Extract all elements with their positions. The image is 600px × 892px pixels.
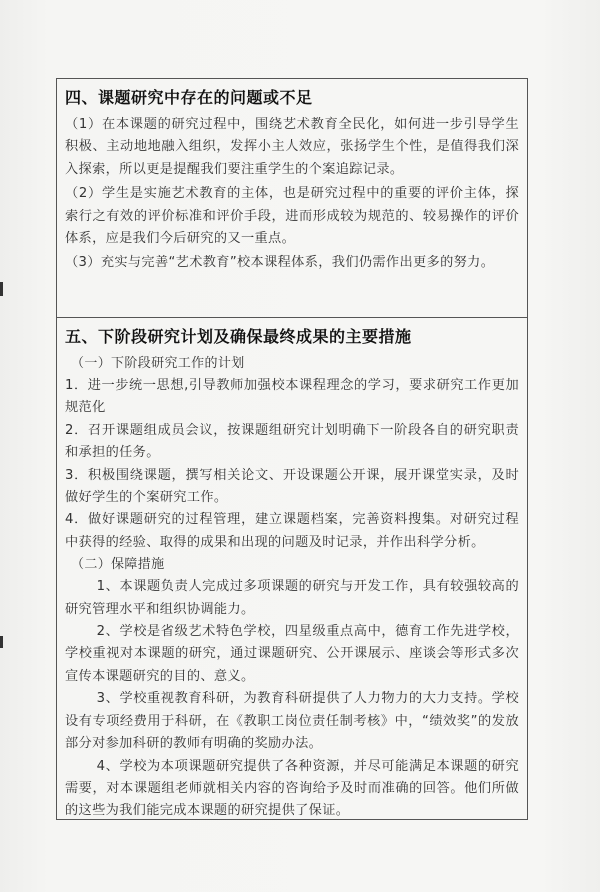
guarantee-item: 2、学校是省级艺术特色学校，四星级重点高中，德育工作先进学校，学校重视对本课题的研究，通过课题研究、公开课展示、座谈会等形式多次宣传本课题研究的目的、意义。 bbox=[65, 624, 519, 684]
section-problems bbox=[57, 79, 527, 275]
paragraph: （3）充实与完善“艺术教育”校本课程体系，我们仍需作出更多的努力。 bbox=[65, 255, 495, 271]
subsection-title: （二）保障措施 bbox=[71, 557, 165, 573]
plan-item: 4．做好课题研究的过程管理，建立课题档案，完善资料搜集。对研究过程中获得的经验、取得的成果和出现的问题及时记录，并作出科学分析。 bbox=[65, 512, 519, 550]
plan-item: 3．积极围绕课题，撰写相关论文、开设课题公开课，展开课堂实录，及时做好学生的个案研究工作。 bbox=[65, 467, 519, 506]
paragraph: （2）学生是实施艺术教育的主体，也是研究过程中的重要的评价主体，探索行之有效的评价标准和评价手段，进而形成较为规范的、较易操作的评价体系，应是我们今后研究的又一重点。 bbox=[65, 186, 519, 247]
report-table bbox=[56, 78, 528, 820]
plan-item: 1．进一步统一思想,引导教师加强校本课程理念的学习，要求研究工作更加规范化 bbox=[65, 378, 519, 416]
subsection-title: （一）下阶段研究工作的计划 bbox=[71, 356, 245, 371]
guarantee-item: 4、学校为本项课题研究提供了各种资源，并尽可能满足本课题的研究需要，对本课题组老师就相关内容的咨询给予及时而准确的回答。他们所做的这些为我们能完成本课题的研究提供了保证。 bbox=[65, 758, 519, 819]
scan-edge-mark bbox=[0, 636, 3, 648]
section-title: 四、课题研究中存在的问题或不足 bbox=[65, 88, 313, 107]
section-next-plan bbox=[57, 318, 527, 823]
guarantee-item: 1、本课题负责人完成过多项课题的研究与开发工作，具有较强较高的研究管理水平和组织协调能力。 bbox=[65, 579, 519, 617]
scan-edge-mark bbox=[0, 282, 3, 296]
plan-item: 2．召开课题组成员会议，按课题组研究计划明确下一阶段各自的研究职责和承担的任务。 bbox=[65, 422, 519, 461]
paragraph: （1）在本课题的研究过程中，围绕艺术教育全民化，如何进一步引导学生积极、主动地地融入组织，发挥小主人效应，张扬学生个性，是值得我们深入探索，所以更是提醒我们要注重学生的个案追踪记录。 bbox=[65, 117, 519, 177]
section-title: 五、下阶段研究计划及确保最终成果的主要措施 bbox=[65, 327, 412, 346]
guarantee-item: 3、学校重视教育科研，为教育科研提供了人力物力的大力支持。学校设有专项经费用于科研，在《教职工岗位责任制考核》中，“绩效奖”的发放部分对参加科研的教师有明确的奖励办法。 bbox=[65, 691, 519, 752]
